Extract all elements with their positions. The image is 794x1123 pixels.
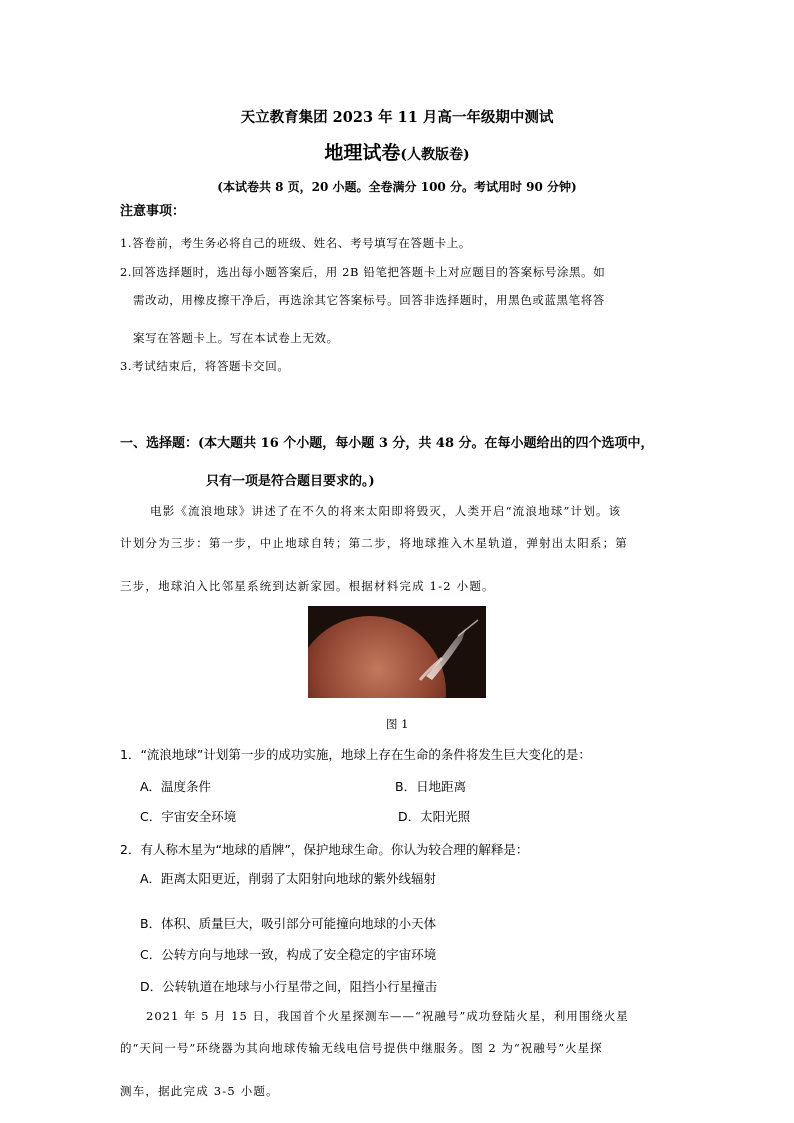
question-1-option-a: A．温度条件	[140, 779, 212, 794]
planet-jet-illustration	[308, 606, 486, 698]
question-2-option-a: A．距离太阳更近，削弱了太阳射向地球的紫外线辐射	[140, 871, 437, 886]
note-item-1: 1.答卷前，考生务必将自己的班级、姓名、考号填写在答题卡上。	[120, 236, 471, 250]
question-2-option-b: B．体积、质量巨大，吸引部分可能撞向地球的小天体	[140, 916, 437, 931]
question-1-option-d: D．太阳光照	[398, 809, 471, 824]
note-item-2-line-1: 2.回答选择题时，选出每小题答案后，用 2B 铅笔把答题卡上对应题目的答案标号涂黑。如	[120, 265, 606, 279]
exam-info: (本试卷共 8 页，20 小题。全卷满分 100 分。考试用时 90 分钟)	[217, 180, 577, 194]
question-1-stem: 1．“流浪地球”计划第一步的成功实施，地球上存在生命的条件将发生巨大变化的是：	[120, 747, 591, 762]
section-heading-line-2: 只有一项是符合题目要求的。)	[206, 474, 375, 489]
version-label: (人教版卷)	[400, 147, 470, 163]
material-2-line-3: 测车，据此完成 3-5 小题。	[120, 1084, 279, 1098]
section-heading-line-1: 一、选择题：(本大题共 16 个小题，每小题 3 分，共 48 分。在每小题给出的四个选项中，	[120, 436, 654, 451]
figure-1-planet-image	[308, 606, 486, 698]
question-2-stem: 2．有人称木星为“地球的盾牌”，保护地球生命。你认为较合理的解释是：	[120, 842, 529, 857]
subject-title: 地理试卷	[324, 142, 401, 164]
exam-title: 天立教育集团 2023 年 11 月高一年级期中测试	[240, 109, 554, 126]
material-1-line-1: 电影《流浪地球》讲述了在不久的将来太阳即将毁灭，人类开启“流浪地球”计划。该	[150, 504, 622, 518]
question-1-option-c: C．宇宙安全环境	[140, 809, 237, 824]
note-item-2-line-3: 案写在答题卡上。写在本试卷上无效。	[133, 331, 339, 345]
note-item-2-line-2: 需改动，用橡皮擦干净后，再选涂其它答案标号。回答非选择题时，用黑色或蓝黑笔将答	[133, 293, 605, 307]
paper-subtitle	[0, 138, 794, 165]
material-1-line-3: 三步，地球泊入比邻星系统到达新家园。根据材料完成 1-2 小题。	[120, 579, 495, 593]
material-1-line-2: 计划分为三步：第一步，中止地球自转；第二步，将地球推入木星轨道，弹射出太阳系；第	[120, 536, 628, 550]
material-2-line-2: 的“天问一号”环绕器为其向地球传输无线电信号提供中继服务。图 2 为“祝融号”火星探	[120, 1041, 603, 1055]
question-1-option-b: B．日地距离	[395, 779, 467, 794]
material-2-line-1: 2021 年 5 月 15 日，我国首个火星探测车——“祝融号”成功登陆火星，利用围绕火星	[146, 1009, 629, 1023]
figure-1-caption: 图 1	[386, 717, 409, 731]
notes-heading: 注意事项：	[120, 204, 186, 219]
question-2-option-d: D．公转轨道在地球与小行星带之间，阻挡小行星撞击	[140, 979, 438, 994]
note-item-3: 3.考试结束后，将答题卡交回。	[120, 359, 290, 373]
question-2-option-c: C．公转方向与地球一致，构成了安全稳定的宇宙环境	[140, 947, 437, 962]
